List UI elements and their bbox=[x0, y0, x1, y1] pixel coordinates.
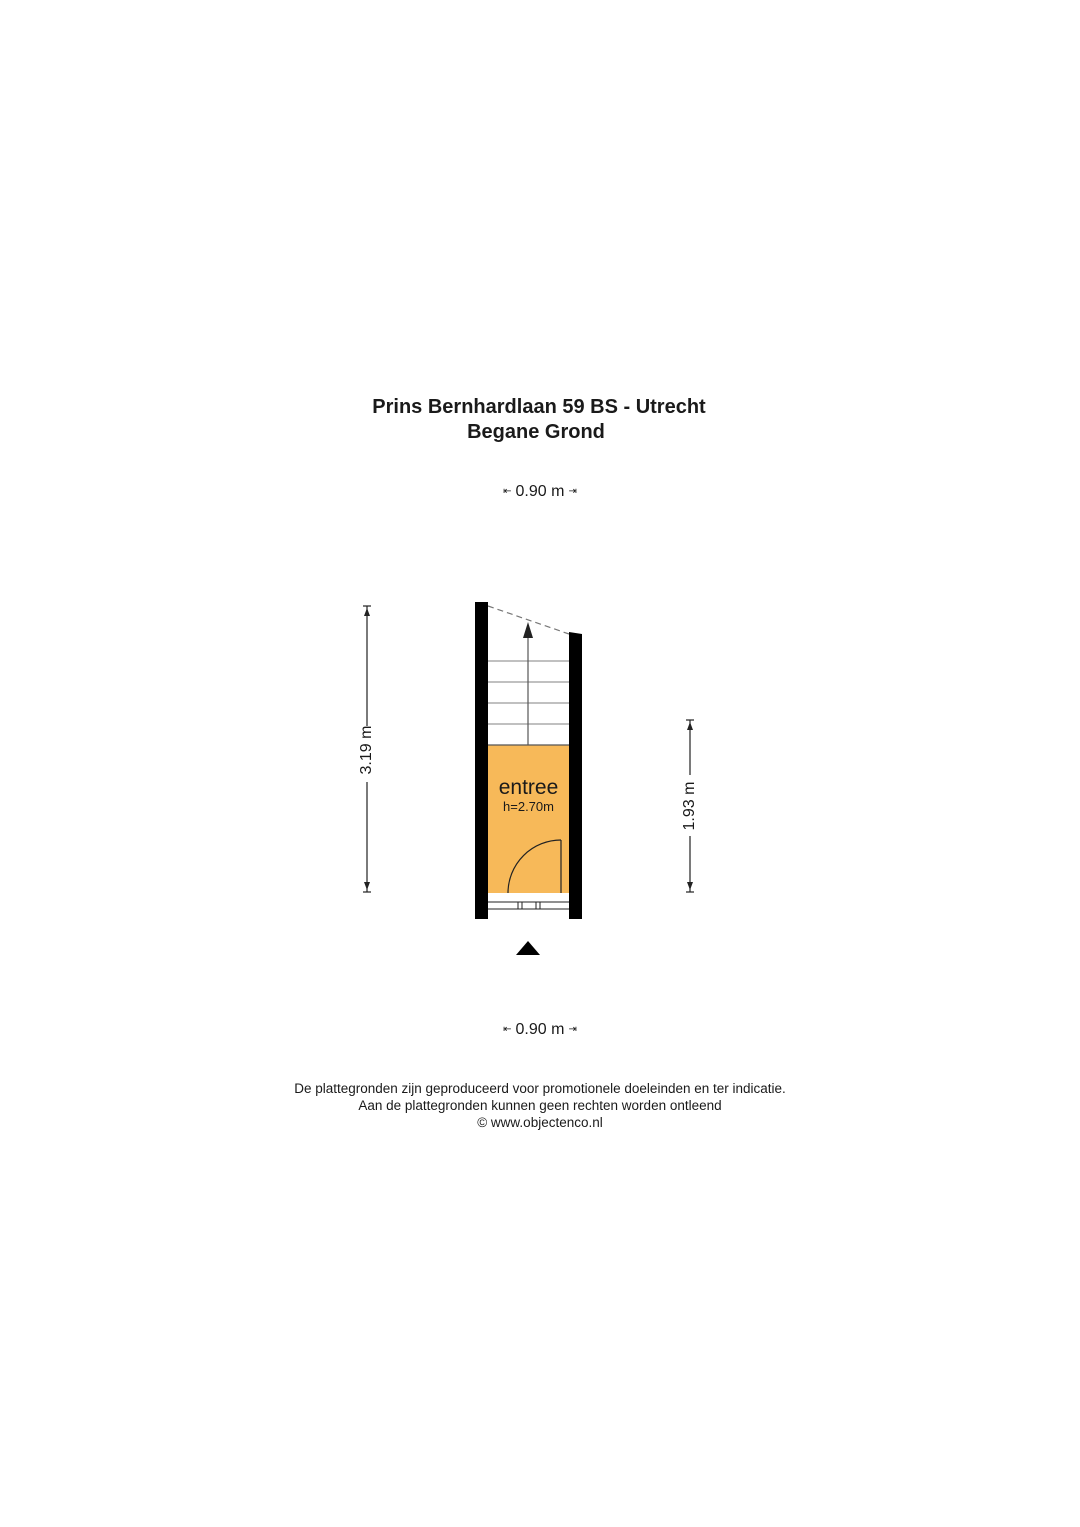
width-bottom-label: 0.90 m bbox=[515, 1021, 565, 1039]
right-wall bbox=[569, 632, 582, 919]
floor-name: Begane Grond bbox=[467, 421, 605, 443]
disclaimer-line-1: De plattegronden zijn geproduceerd voor promotionele doeleinden en ter indicatie. bbox=[294, 1081, 786, 1096]
room-name: entree bbox=[498, 776, 559, 799]
width-top-label: 0.90 m bbox=[515, 483, 565, 501]
entree-room bbox=[488, 745, 569, 893]
arrow-right-icon: ⇥ bbox=[568, 1024, 577, 1035]
arrow-left-icon: ⇤ bbox=[503, 1024, 512, 1035]
left-wall bbox=[475, 602, 488, 919]
height-left-label: 3.19 m bbox=[358, 725, 375, 775]
arrow-left-icon: ⇤ bbox=[503, 486, 512, 497]
threshold bbox=[488, 893, 569, 919]
plan-title: Prins Bernhardlaan 59 BS - Utrecht bbox=[372, 396, 706, 418]
height-right-label: 1.93 m bbox=[681, 781, 698, 831]
entrance-marker-icon bbox=[516, 941, 540, 955]
width-dimension-bottom bbox=[0, 1020, 1080, 1040]
room-ceiling-height: h=2.70m bbox=[503, 799, 554, 814]
arrow-right-icon: ⇥ bbox=[568, 486, 577, 497]
disclaimer-line-2: Aan de plattegronden kunnen geen rechten worden ontleend bbox=[358, 1098, 722, 1113]
stair-direction-arrow-icon bbox=[523, 622, 533, 638]
disclaimer bbox=[0, 1080, 1080, 1131]
copyright-line: © www.objectenco.nl bbox=[477, 1115, 603, 1130]
